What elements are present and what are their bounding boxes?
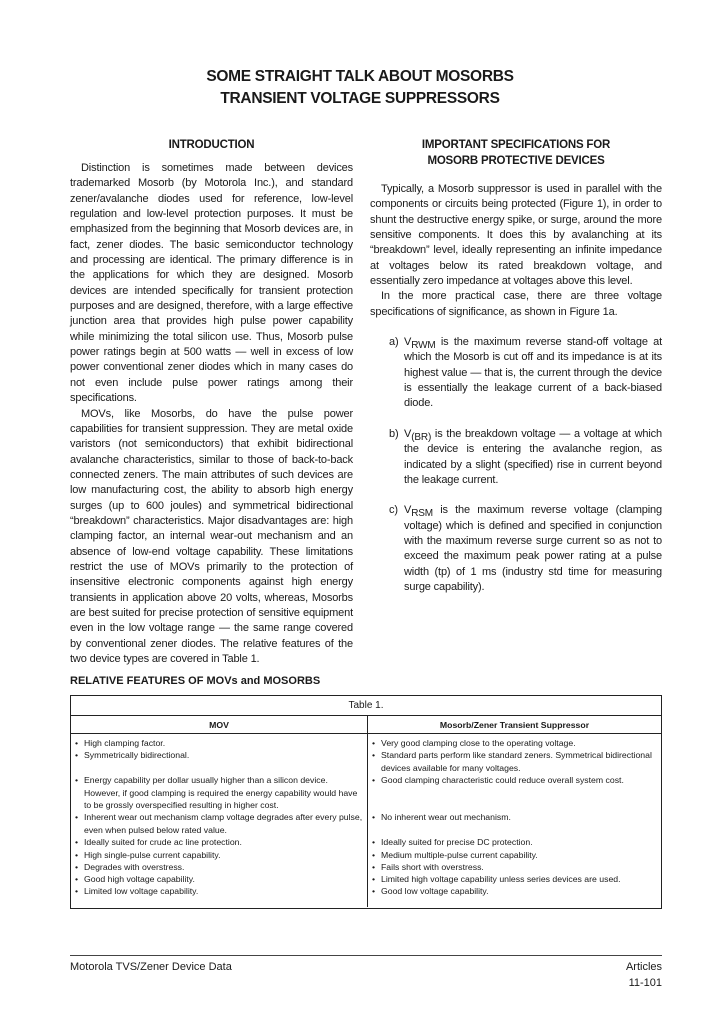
paragraph: Typically, a Mosorb suppressor is used in parallel with the components or circuits being protected (Figure 1), in order to shunt the destructive energy spike, or surge, around the more sensitive components. It does this by avalanching at its “breakdown” level, ideally representing an infinite impedance at voltages below its rated breakdown voltage, and essentially zero impedance at voltages above this level. (370, 183, 662, 288)
table-cell (75, 849, 363, 861)
paragraph: Distinction is sometimes made between devices trademarked Mosorb (by Motorola Inc.), and standard zener/avalanche diodes used for reference, low-level regulation and low-level protection purposes. It must be emphasized from the beginning that Mosorb devices are, in fact, zener diodes. The basic semiconductor technology and processing are identical. The primary difference is in the applications for which they are designed. Mosorb devices are intended specifically for transient protection purposes and are designed, therefore, with a large effective junction area that provides high pulse power capability while minimizing the total silicon use. Thus, Mosorb pulse power ratings begin at 500 watts — well in excess of low power conventional zener diodes which in many cases do not even include pulse power ratings among their specifications. (70, 162, 353, 405)
spec-label: a) (389, 336, 399, 349)
table-cell (75, 836, 363, 848)
cell-text: Inherent wear out mechanism clamp voltage degrades after every pulse, even when pulsed below rated value. (84, 812, 363, 835)
table-title: Table 1. (71, 696, 661, 716)
table-cell (372, 774, 657, 811)
bullet-icon: • (75, 750, 79, 761)
table-cell (372, 873, 657, 885)
table-cell (75, 873, 363, 885)
spec-item (370, 335, 662, 412)
spec-list (370, 335, 662, 595)
spec-subscript: RSM (411, 508, 433, 520)
bullet-icon: • (75, 837, 79, 848)
header-mov: MOV (71, 716, 368, 733)
cell-text: High clamping factor. (84, 738, 166, 748)
table-cell (75, 774, 363, 811)
cell-text: Good high voltage capability. (84, 874, 195, 885)
cell-text: No inherent wear out mechanism. (381, 812, 511, 823)
footer-divider (70, 955, 662, 956)
features-table (70, 695, 662, 909)
bullet-icon: • (372, 775, 376, 786)
cell-text: Ideally suited for crude ac line protection. (84, 837, 242, 848)
table-cell (75, 811, 363, 836)
spec-subscript: RWM (411, 340, 436, 352)
spec-label: b) (389, 427, 399, 440)
page-number: 11-101 (628, 977, 662, 989)
header-mosorb: Mosorb/Zener Transient Suppressor (439, 720, 590, 730)
page-title: SOME STRAIGHT TALK ABOUT MOSORBS TRANSIENT VOLTAGE SUPPRESSORS (206, 68, 514, 107)
cell-text: Good low voltage capability. (381, 886, 489, 897)
bullet-icon: • (372, 837, 376, 848)
table-cell (372, 737, 657, 749)
spec-item (370, 503, 662, 595)
specifications-heading: IMPORTANT SPECIFICATIONS FOR MOSORB PROTECTIVE DEVICES (421, 139, 611, 167)
bullet-icon: • (75, 874, 79, 885)
table-cell (372, 811, 657, 836)
spec-text (404, 335, 662, 412)
spec-description: is the maximum reverse voltage (clamping voltage) which is defined and specified in conjunction with the maximum reverse surge current so as not to exceed the maximum peak power rating at a pulse width (tp) of 1 ms (industry std time for measuring surge capability). (404, 504, 662, 593)
spec-symbol: V (404, 504, 412, 517)
table-header (71, 716, 661, 734)
table-cell (75, 861, 363, 873)
bullet-icon: • (372, 861, 376, 872)
paragraph: MOVs, like Mosorbs, do have the pulse power capabilities for transient suppression. They are metal oxide varistors (not semiconductors) that exhibit bidirectional avalanche characteristics, similar to those of back-to-back connected zeners. The main attributes of such devices are low manufacturing cost, the ability to absorb high energy surges (up to 600 joules) and symmetrical bidirectional “breakdown” characteristics. Major disadvantages are: high clamping factor, an internal wear-out mechanism and an absence of low-end voltage capability. These limitations restrict the use of MOVs primarily to the protection of insensitive electronic components against high energy transients in application above 20 volts, whereas, Mosorbs are best suited for precise protection of sensitive equipment even in the low voltage range — the same range covered by conventional zener diodes. The relative features of the two device types are covered in Table 1. (70, 407, 353, 665)
cell-text: Ideally suited for precise DC protection. (381, 837, 533, 848)
table-cell (75, 749, 363, 774)
spec-symbol: V (404, 427, 412, 440)
mov-column (71, 734, 368, 907)
bullet-icon: • (372, 886, 376, 897)
table-cell (372, 836, 657, 848)
spec-symbol: V (404, 336, 412, 349)
bullet-icon: • (372, 738, 376, 748)
bullet-icon: • (372, 874, 376, 885)
spec-description: is the maximum reverse stand-off voltage at which the Mosorb is cut off and its impedance is at its highest value — that is, the current through the device is essentially the leakage current of a back-biased diode. (404, 336, 662, 410)
cell-text: High single-pulse current capability. (84, 849, 221, 860)
table-caption: RELATIVE FEATURES OF MOVs and MOSORBS (70, 675, 321, 687)
table-cell (372, 885, 657, 897)
cell-text: Fails short with overstress. (381, 861, 484, 872)
cell-text: Symmetrically bidirectional. (84, 750, 190, 761)
introduction-section (70, 137, 353, 667)
bullet-icon: • (75, 861, 79, 872)
cell-text: Limited low voltage capability. (84, 886, 199, 897)
bullet-icon: • (75, 775, 79, 786)
table-cell (75, 737, 363, 749)
table-cell (75, 885, 363, 897)
mosorb-column (368, 734, 661, 907)
spec-text (404, 427, 662, 488)
cell-text: Limited high voltage capability unless series devices are used. (381, 874, 621, 885)
spec-item (370, 427, 662, 488)
table-body (71, 734, 661, 907)
bullet-icon: • (372, 750, 376, 761)
spec-text (404, 503, 662, 595)
cell-text: Medium multiple-pulse current capability. (381, 849, 538, 860)
cell-text: Good clamping characteristic could reduce overall system cost. (381, 775, 624, 786)
introduction-heading: INTRODUCTION (168, 139, 255, 151)
cell-text: Very good clamping close to the operating voltage. (381, 738, 576, 748)
bullet-icon: • (75, 812, 79, 823)
table-cell (372, 849, 657, 861)
specifications-section (370, 137, 662, 610)
spec-label: c) (389, 504, 398, 517)
bullet-icon: • (372, 849, 376, 860)
bullet-icon: • (75, 849, 79, 860)
spec-subscript: (BR) (411, 431, 432, 443)
table-cell (372, 749, 657, 774)
bullet-icon: • (75, 738, 79, 748)
spec-description: is the breakdown voltage — a voltage at which the device is entering the avalanche region, as indicated by a slight (specified) rise in current beyond the leakage current. (404, 427, 662, 486)
table-cell (372, 861, 657, 873)
bullet-icon: • (372, 812, 376, 823)
bullet-icon: • (75, 886, 79, 897)
cell-text: Energy capability per dollar usually higher than a silicon device. However, if good clamping is required the energy capability would have to be grossly overspecified resulting in higher cost. (84, 775, 358, 810)
cell-text: Standard parts perform like standard zeners. Symmetrical bidirectional devices available for many voltages. (381, 750, 652, 773)
cell-text: Degrades with overstress. (84, 861, 185, 872)
paragraph: In the more practical case, there are three voltage specifications of significance, as shown in Figure 1a. (370, 290, 662, 318)
footer-left: Motorola TVS/Zener Device Data (70, 961, 232, 973)
footer-section: Articles (625, 961, 662, 973)
